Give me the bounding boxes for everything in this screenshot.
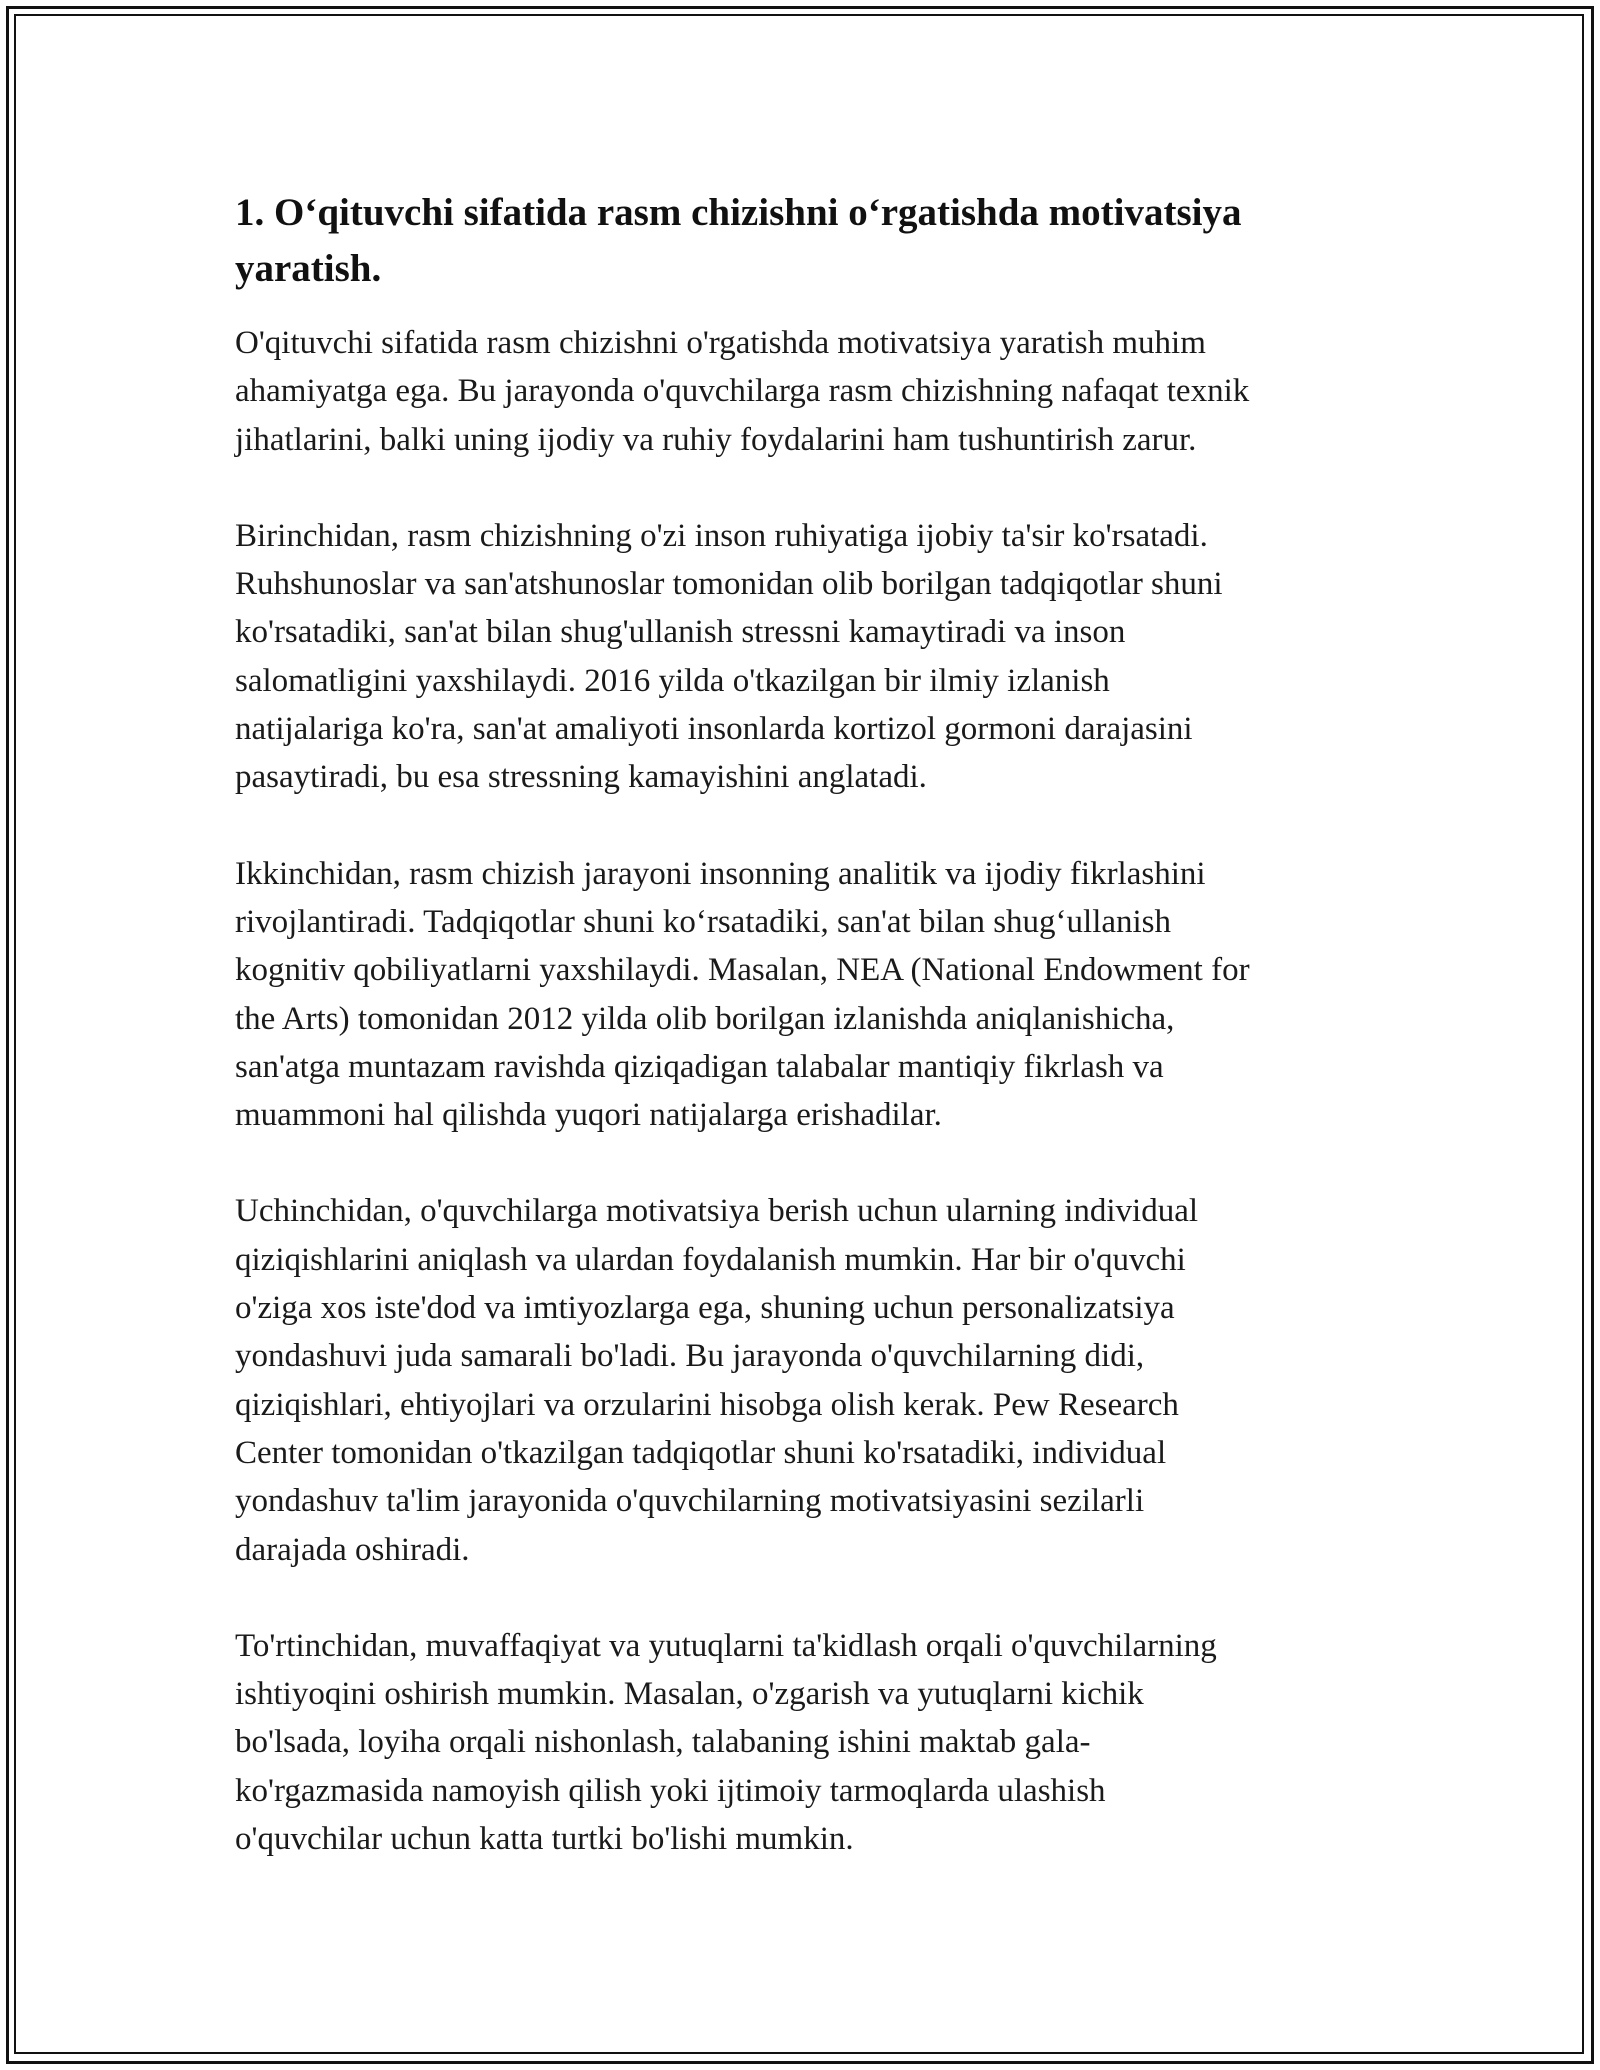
paragraph-third: Uchinchidan, o'quvchilarga motivatsiya berish uchun ularning individual qiziqishlarini aniqlash va ulardan foydalanish mumkin. Har bir o'quvchi o'ziga xos iste'dod va imtiyozlarga ega, shuning uchun personalizatsiya yondashuvi juda samarali bo'ladi. Bu jarayonda o'quvchilarning didi, qiziqishlari, ehtiyojlari va orzularini hisobga olish kerak. Pew Research Center tomonidan o'tkazilgan tadqiqotlar shuni ko'rsatadiki, individual yondashuv ta'lim jarayonida o'quvchilarning motivatsiyasini sezilarli darajada oshiradi. <box>235 1193 1199 1568</box>
paragraph-first: Birinchidan, rasm chizishning o'zi inson ruhiyatiga ijobiy ta'sir ko'rsatadi. Ruhshunoslar va san'atshunoslar tomonidan olib borilgan tadqiqotlar shuni ko'rsatadiki, san'at bilan shug'ullanish stressni kamaytiradi va inson salomatligini yaxshilaydi. 2016 yilda o'tkazilgan bir ilmiy izlanish natijalariga ko'ra, san'at amaliyoti insonlarda kortizol gormoni darajasini pasaytiradi, bu esa stressning kamayishini anglatadi. <box>235 517 1223 796</box>
section-heading: 1. O‘qituvchi sifatida rasm chizishni o‘rgatishda motivatsiya yaratish. <box>235 191 1242 290</box>
paragraph-fourth: To'rtinchidan, muvaffaqiyat va yutuqlarni ta'kidlash orqali o'quvchilarning ishtiyoqini oshirish mumkin. Masalan, o'zgarish va yutuqlarni kichik bo'lsada, loyiha orqali nishonlash, talabaning ishini maktab gala- ko'rgazmasida namoyish qilish yoki ijtimoiy tarmoqlarda ulashish o'quvchilar uchun katta turtki bo'lishi mumkin. <box>235 1627 1217 1858</box>
paragraph-second: Ikkinchidan, rasm chizish jarayoni insonning analitik va ijodiy fikrlashini rivojlantiradi. Tadqiqotlar shuni ko‘rsatadiki, san'at bilan shug‘ullanish kognitiv qobiliyatlarni yaxshilaydi. Masalan, NEA (National Endowment for the Arts) tomonidan 2012 yilda olib borilgan izlanishda aniqlanishicha, san'atga muntazam ravishda qiziqadigan talabalar mantiqiy fikrlash va muammoni hal qilishda yuqori natijalarga erishadilar. <box>235 855 1250 1134</box>
paragraph-intro: O'qituvchi sifatida rasm chizishni o'rgatishda motivatsiya yaratish muhim ahamiyatga ega. Bu jarayonda o'quvchilarga rasm chizishning nafaqat texnik jihatlarini, balki uning ijodiy va ruhiy foydalarini ham tushuntirish zarur. <box>235 325 1250 458</box>
document-body <box>235 185 1375 1911</box>
